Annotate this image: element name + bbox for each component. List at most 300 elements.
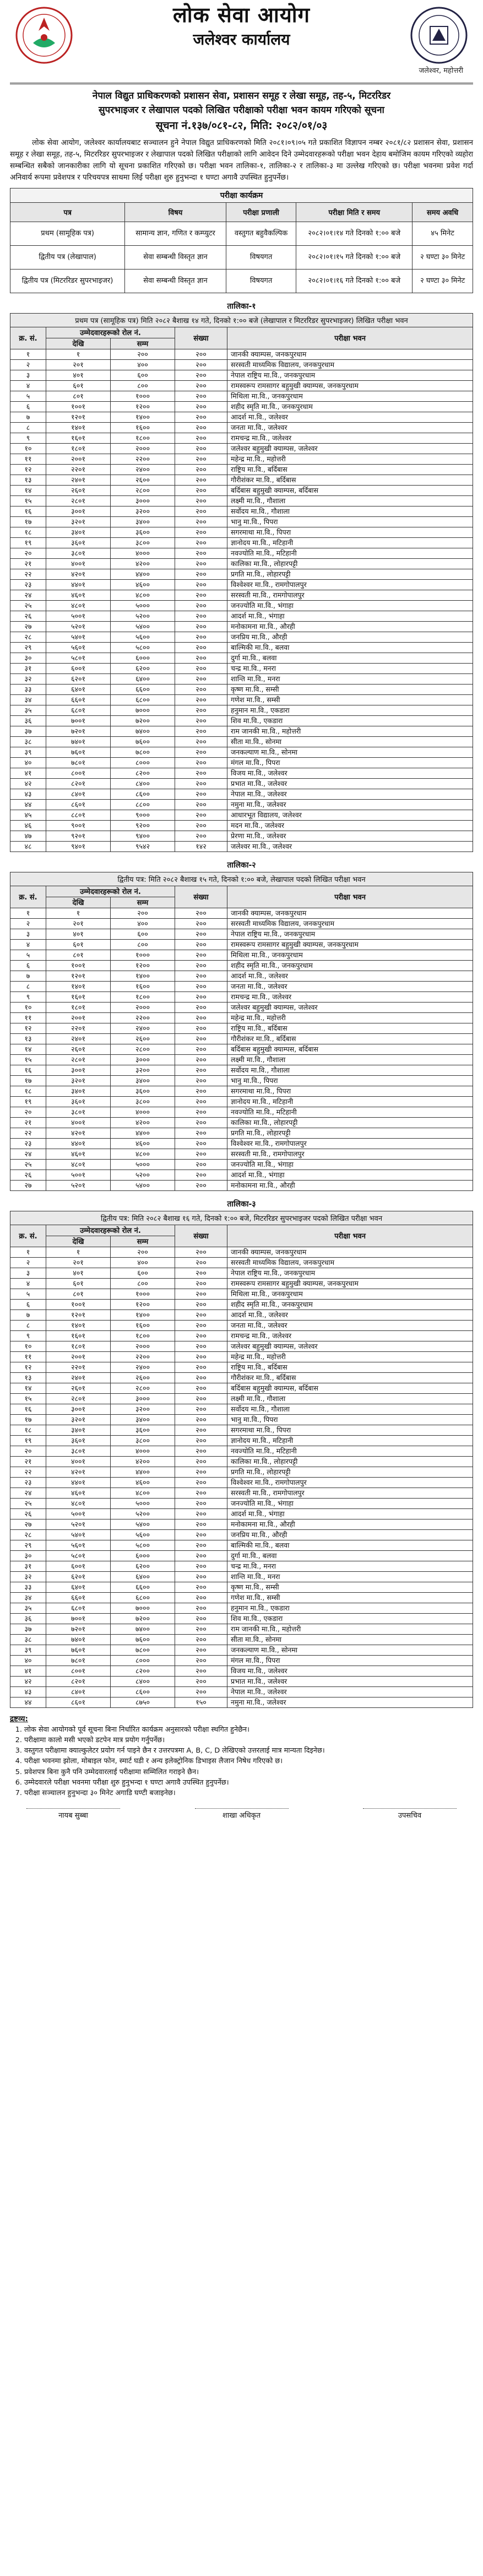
count-cell: २०० [175, 1299, 227, 1309]
table-row [10, 908, 473, 918]
roll-from-cell: ६६०१ [46, 694, 111, 705]
venue-cell: प्रगति मा.वि., लोहारपट्टी [227, 1467, 473, 1477]
serial-cell: २५ [10, 1498, 46, 1508]
count-cell: २०० [175, 1247, 227, 1257]
table-row [10, 380, 473, 391]
table-row [10, 726, 473, 736]
serial-cell: ७ [10, 971, 46, 981]
count-cell: २०० [175, 1383, 227, 1393]
count-cell: २०० [175, 1561, 227, 1571]
serial-cell: २४ [10, 590, 46, 600]
serial-cell: १७ [10, 516, 46, 527]
count-cell: २०० [175, 1456, 227, 1467]
roll-from-cell: ८०१ [46, 1289, 111, 1299]
roll-to-cell: २००० [111, 1341, 175, 1351]
venue-cell: सगरमाथा मा.वि., पिपरा [227, 1086, 473, 1096]
roll-from-cell: ४२०१ [46, 1128, 111, 1138]
venue-header: परीक्षा भवन [227, 1225, 473, 1247]
roll-to-cell: ३२०० [111, 1404, 175, 1414]
commission-title: लोक सेवा आयोग [172, 3, 311, 27]
serial-cell: १८ [10, 1425, 46, 1435]
roll-to-cell: ८६०० [111, 789, 175, 799]
venue-cell: जानकी क्याम्पस, जनकपुरधाम [227, 908, 473, 918]
table-row [10, 1435, 473, 1446]
serial-cell: २ [10, 1257, 46, 1268]
serial-cell: १८ [10, 1086, 46, 1096]
roll-from-cell: २०१ [46, 1257, 111, 1268]
roll-from-cell: ४६०१ [46, 1149, 111, 1159]
table-row [10, 1086, 473, 1096]
count-cell: २०० [175, 918, 227, 929]
serial-cell: ५ [10, 950, 46, 960]
roll-from-cell: ७००१ [46, 715, 111, 726]
roll-from-cell: १००१ [46, 960, 111, 971]
serial-cell: २४ [10, 1488, 46, 1498]
roll-from-cell: ५२०१ [46, 1519, 111, 1529]
roll-from-cell: १२०१ [46, 412, 111, 422]
count-cell: २०० [175, 981, 227, 991]
table-row [10, 981, 473, 991]
roll-from-cell: ८०१ [46, 391, 111, 401]
roll-to-cell: ५८०० [111, 1540, 175, 1550]
signature-label: उपसचिव [363, 1808, 457, 1820]
table-row [10, 1299, 473, 1309]
table-row [10, 495, 473, 506]
serial-cell: ७ [10, 1309, 46, 1320]
serial-cell: ५ [10, 1289, 46, 1299]
count-cell: २०० [175, 642, 227, 653]
roll-to-cell: २६०० [111, 475, 175, 485]
table-row [10, 1257, 473, 1268]
count-cell: २०० [175, 1404, 227, 1414]
letterhead [10, 0, 473, 84]
venue-cell: जनज्योति मा.वि., भंगाहा [227, 1498, 473, 1508]
serial-cell: १ [10, 1247, 46, 1257]
roll-to-cell: ५६०० [111, 632, 175, 642]
venue-cell: जनता मा.वि., जलेश्वर [227, 422, 473, 433]
serial-cell: ३४ [10, 694, 46, 705]
venue-cell: कृष्ण मा.वि., सम्सी [227, 1582, 473, 1592]
roll-to-cell: ४००० [111, 1446, 175, 1456]
roll-from-cell: १००१ [46, 1299, 111, 1309]
roll-to-cell: ६०० [111, 1268, 175, 1278]
table1-title: तालिका-१ [227, 301, 256, 311]
roll-to-cell: ६००० [111, 1550, 175, 1561]
count-cell: २०० [175, 939, 227, 950]
count-cell: २०० [175, 1096, 227, 1107]
venue-cell: रामस्वरूप रामसागर बहुमुखी क्याम्पस, जनकपुरधाम [227, 939, 473, 950]
roll-from-cell: १००१ [46, 401, 111, 412]
roll-from-cell: २८०१ [46, 1054, 111, 1065]
table-row [10, 1023, 473, 1033]
venue-cell: नेपाल मा.वि., जलेश्वर [227, 1686, 473, 1697]
roll-to-cell: ५००० [111, 600, 175, 611]
count-cell: २०० [175, 516, 227, 527]
note-item: 6. उम्मेदवारले परीक्षा भवनमा परीक्षा शुरु हुनुभन्दा १ घण्टा अगावै उपस्थित हुनुपर्नेछ। [24, 1777, 473, 1788]
venue-cell: भानु मा.वि., पिपरा [227, 516, 473, 527]
venue-cell: आदर्श मा.वि., जलेश्वर [227, 971, 473, 981]
roll-to-cell: ८४०० [111, 778, 175, 789]
roll-from-cell: २६०१ [46, 1044, 111, 1054]
table-row [10, 757, 473, 768]
roll-from-cell: ६८०१ [46, 705, 111, 715]
table-row [10, 1289, 473, 1299]
table-row [10, 1320, 473, 1330]
roll-from-cell: ४०१ [46, 1268, 111, 1278]
roll-from-cell: ३८०१ [46, 548, 111, 558]
roll-from-cell: ५००१ [46, 1170, 111, 1180]
table-row [10, 537, 473, 548]
roll-from-cell: १४०१ [46, 981, 111, 991]
serial-cell: २६ [10, 1508, 46, 1519]
count-cell: २०० [175, 1571, 227, 1582]
schedule-row [10, 222, 473, 245]
roll-to-cell: ४०० [111, 918, 175, 929]
roll-range-header: उम्मेदवारहरूको रोल नं. [46, 1225, 175, 1236]
count-cell: २०० [175, 768, 227, 778]
venue-cell: आदर्श मा.वि., भंगाहा [227, 611, 473, 621]
roll-to-cell: ४०० [111, 359, 175, 370]
venue-cell: नेपाल मा.वि., जलेश्वर [227, 789, 473, 799]
venue-cell: मदन मा.वि., जलेश्वर [227, 820, 473, 831]
table-row [10, 475, 473, 485]
venue-cell: गौरीशंकर मा.वि., बर्दिबास [227, 1372, 473, 1383]
venue-cell: सरस्वती मा.वि., रामगोपालपुर [227, 1488, 473, 1498]
count-cell: २०० [175, 590, 227, 600]
venue-cell: जनता मा.वि., जलेश्वर [227, 1320, 473, 1330]
table-row [10, 1309, 473, 1320]
venue-cell: आदर्श मा.वि., भंगाहा [227, 1508, 473, 1519]
serial-cell: १० [10, 1341, 46, 1351]
schedule-cell: २०८२।०१।१४ गते दिनको १:०० बजे [296, 222, 413, 245]
table-row [10, 1467, 473, 1477]
table-row [10, 1634, 473, 1645]
roll-to-cell: २४०० [111, 1023, 175, 1033]
serial-cell: १४ [10, 1383, 46, 1393]
venue-cell: सगरमाथा मा.वि., पिपरा [227, 527, 473, 537]
venue-cell: महेन्द्र मा.वि., महोत्तरी [227, 1012, 473, 1023]
serial-cell: ३६ [10, 1613, 46, 1624]
signature-label: शाखा अधिकृत [195, 1808, 289, 1820]
serial-cell: ४१ [10, 1666, 46, 1676]
serial-cell: ४० [10, 757, 46, 768]
roll-to-header: सम्म [111, 338, 175, 349]
roll-from-cell: ३८०१ [46, 1107, 111, 1117]
serial-cell: २२ [10, 1467, 46, 1477]
schedule-cell: द्वितीय पत्र (मिटररिडर सुपरभाइजर) [10, 269, 125, 293]
serial-cell: १९ [10, 1435, 46, 1446]
serial-cell: ४२ [10, 778, 46, 789]
count-cell: २०० [175, 475, 227, 485]
table1-subtitle: प्रथम पत्र (सामूहिक पत्र) मिति २०८२ बैशाख १४ गते, दिनको १:०० बजे (लेखापाल र मिटररिडर सुपरभाइजर) लिखित परीक्षा भवन [10, 313, 473, 327]
venue-cell: जनप्रिय मा.वि., औरही [227, 1529, 473, 1540]
serial-cell: २७ [10, 1180, 46, 1190]
roll-from-cell: ७२०१ [46, 726, 111, 736]
count-cell: २०० [175, 401, 227, 412]
roll-from-cell: ६००१ [46, 663, 111, 673]
roll-to-cell: ८००० [111, 757, 175, 768]
count-cell: २०० [175, 1519, 227, 1529]
roll-to-cell: ३८०० [111, 1096, 175, 1107]
venue-cell: सरस्वती मा.वि., रामगोपालपुर [227, 590, 473, 600]
roll-to-cell: २८०० [111, 1383, 175, 1393]
venue-cell: कालिका मा.वि., लोहारपट्टी [227, 1456, 473, 1467]
venue-cell: मनोकामना मा.वि., औरही [227, 1180, 473, 1190]
serial-cell: २२ [10, 569, 46, 579]
table-row [10, 401, 473, 412]
serial-cell: १५ [10, 1054, 46, 1065]
venue-cell: चन्द्र मा.वि., मनरा [227, 1561, 473, 1571]
roll-from-cell: १६०१ [46, 991, 111, 1002]
roll-from-cell: ४२०१ [46, 1467, 111, 1477]
roll-from-cell: ४६०१ [46, 590, 111, 600]
venue-cell: मनोकामना मा.वि., औरही [227, 621, 473, 632]
schedule-cell: विषयगत [226, 269, 296, 293]
table-row [10, 1065, 473, 1075]
serial-cell: १० [10, 1002, 46, 1012]
count-cell: २०० [175, 621, 227, 632]
count-cell: २०० [175, 1268, 227, 1278]
serial-cell: १ [10, 349, 46, 359]
psc-seal-icon [408, 4, 470, 66]
venue-cell: प्रगति मा.वि., लोहारपट्टी [227, 569, 473, 579]
venue-cell: नेपाल राष्ट्रिय मा.वि., जनकपुरधाम [227, 370, 473, 380]
serial-cell: १२ [10, 1362, 46, 1372]
roll-from-cell: २२०१ [46, 464, 111, 475]
roll-from-cell: ८२०१ [46, 778, 111, 789]
serial-cell: १६ [10, 506, 46, 516]
count-cell: २०० [175, 778, 227, 789]
venue-cell: राष्ट्रिय मा.वि., बर्दिबास [227, 1362, 473, 1372]
table-row [10, 653, 473, 663]
table-row [10, 1613, 473, 1624]
venue-cell: मंगल मा.वि., पिपरा [227, 1655, 473, 1666]
roll-to-cell: ४८०० [111, 590, 175, 600]
schedule-row [10, 245, 473, 269]
venue-header: परीक्षा भवन [227, 327, 473, 349]
count-cell: २०० [175, 600, 227, 611]
schedule-cell: २०८२।०१।१६ गते दिनको १:०० बजे [296, 269, 413, 293]
serial-cell: ४६ [10, 820, 46, 831]
table-row [10, 1624, 473, 1634]
roll-from-cell: २४०१ [46, 1372, 111, 1383]
roll-from-cell: ३००१ [46, 1065, 111, 1075]
signature-label: नायब सुब्बा [26, 1808, 120, 1820]
venue-cell: शिव मा.वि., एकडारा [227, 1613, 473, 1624]
count-cell: २०० [175, 1686, 227, 1697]
table-row [10, 841, 473, 852]
office-name: जलेश्वर कार्यालय [193, 30, 290, 48]
notice-heading [10, 89, 473, 134]
serial-cell: ११ [10, 1351, 46, 1362]
table-row [10, 422, 473, 433]
table-row [10, 464, 473, 475]
roll-to-cell: ६२०० [111, 663, 175, 673]
roll-from-cell: १ [46, 349, 111, 359]
venue-cell: कृष्ण मा.वि., सम्सी [227, 684, 473, 694]
count-cell: २०० [175, 1393, 227, 1404]
table-row [10, 1404, 473, 1414]
roll-from-cell: ३६०१ [46, 1096, 111, 1107]
table-row [10, 1446, 473, 1456]
table3-title: तालिका-३ [227, 1199, 256, 1209]
roll-from-cell: ४००१ [46, 558, 111, 569]
count-cell: २०० [175, 548, 227, 558]
venue-cell: शहीद स्मृति मा.वि., जनकपुरधाम [227, 1299, 473, 1309]
roll-from-cell: ४८०१ [46, 1498, 111, 1508]
table-row [10, 799, 473, 810]
count-cell: २०० [175, 810, 227, 820]
venue-cell: जनज्योति मा.वि., भंगाहा [227, 600, 473, 611]
schedule-cell: ४५ मिनेट [413, 222, 473, 245]
serial-cell: ७ [10, 412, 46, 422]
table-row [10, 1676, 473, 1686]
count-cell: २०० [175, 1634, 227, 1645]
venue-cell: बर्दिबास बहुमुखी क्याम्पस, बर्दिबास [227, 485, 473, 495]
note-item: 5. प्रवेशपत्र बिना कुनै पनि उम्मेदवारलाई परीक्षामा सम्मिलित गराइने छैन। [24, 1767, 473, 1777]
serial-cell: २० [10, 548, 46, 558]
venue-cell: राम जानकी मा.वि., महोत्तरी [227, 726, 473, 736]
roll-from-cell: ६४०१ [46, 1582, 111, 1592]
count-cell: २०० [175, 349, 227, 359]
venue-cell: मनोकामना मा.वि., औरही [227, 1519, 473, 1529]
count-cell: २०० [175, 950, 227, 960]
roll-to-cell: ३२०० [111, 506, 175, 516]
roll-to-cell: २०० [111, 349, 175, 359]
notes-title: द्रष्टव्य: [10, 1714, 28, 1723]
roll-from-header: देखि [46, 897, 111, 908]
serial-cell: ४८ [10, 841, 46, 852]
serial-cell: ४० [10, 1655, 46, 1666]
roll-to-cell: ३००० [111, 1393, 175, 1404]
venue-cell: नेपाल राष्ट्रिय मा.वि., जनकपुरधाम [227, 1268, 473, 1278]
venue-cell: दुर्गा मा.वि., बलवा [227, 653, 473, 663]
serial-cell: २९ [10, 1540, 46, 1550]
serial-cell: २७ [10, 621, 46, 632]
serial-cell: ४१ [10, 768, 46, 778]
roll-from-cell: ५००१ [46, 611, 111, 621]
venue-cell: गणेश मा.वि., सम्सी [227, 694, 473, 705]
count-cell: २०० [175, 1372, 227, 1383]
count-cell: २०० [175, 663, 227, 673]
serial-cell: ४५ [10, 810, 46, 820]
roll-to-cell: ७६०० [111, 736, 175, 747]
table-row [10, 1002, 473, 1012]
table-row [10, 1571, 473, 1582]
serial-cell: ४४ [10, 799, 46, 810]
roll-from-cell: ३००१ [46, 506, 111, 516]
count-cell: २०० [175, 380, 227, 391]
count-cell: २०० [175, 1488, 227, 1498]
schedule-cell: सेवा सम्बन्धी विस्तृत ज्ञान [125, 269, 226, 293]
schedule-cell: सामान्य ज्ञान, गणित र कम्प्युटर [125, 222, 226, 245]
roll-to-cell: १००० [111, 950, 175, 960]
count-cell: २०० [175, 1603, 227, 1613]
table-row [10, 1508, 473, 1519]
serial-cell: २६ [10, 611, 46, 621]
roll-to-cell: ३४०० [111, 516, 175, 527]
roll-to-cell: ४८०० [111, 1149, 175, 1159]
count-cell: २०० [175, 1550, 227, 1561]
table-row [10, 1351, 473, 1362]
count-cell: २०० [175, 1107, 227, 1117]
roll-from-cell: ४००१ [46, 1117, 111, 1128]
roll-from-cell: ४२०१ [46, 569, 111, 579]
roll-to-cell: ६४०० [111, 673, 175, 684]
table-row [10, 1362, 473, 1372]
serial-cell: ४३ [10, 789, 46, 799]
roll-to-cell: ४४०० [111, 1467, 175, 1477]
table-row [10, 971, 473, 981]
roll-from-cell: ४०१ [46, 370, 111, 380]
serial-cell: ४ [10, 380, 46, 391]
count-cell: २०० [175, 454, 227, 464]
serial-cell: ४७ [10, 831, 46, 841]
serial-cell: २८ [10, 1529, 46, 1540]
count-cell: २०० [175, 1257, 227, 1268]
venue-cell: गौरीशंकर मा.वि., बर्दिबास [227, 1033, 473, 1044]
office-address: जलेश्वर, महोत्तरी [419, 67, 463, 75]
roll-from-cell: २२०१ [46, 1023, 111, 1033]
table-row [10, 579, 473, 590]
serial-cell: ३२ [10, 1571, 46, 1582]
count-cell: १४२ [175, 841, 227, 852]
roll-to-cell: ४२०० [111, 558, 175, 569]
table-row [10, 1075, 473, 1086]
roll-from-cell: ७६०१ [46, 1645, 111, 1655]
roll-to-cell: १६०० [111, 981, 175, 991]
venue-cell: रामचन्द्र मा.वि., जलेश्वर [227, 1330, 473, 1341]
serial-cell: २७ [10, 1519, 46, 1529]
roll-from-cell: २००१ [46, 1351, 111, 1362]
count-cell: २०० [175, 1289, 227, 1299]
count-cell: २०० [175, 359, 227, 370]
count-cell: २०० [175, 433, 227, 443]
roll-to-cell: ३८०० [111, 537, 175, 548]
table-row [10, 349, 473, 359]
serial-cell: १२ [10, 464, 46, 475]
count-cell: २०० [175, 831, 227, 841]
roll-from-cell: ८०१ [46, 950, 111, 960]
roll-from-cell: ५८०१ [46, 653, 111, 663]
count-cell: २०० [175, 991, 227, 1002]
table-row [10, 412, 473, 422]
serial-cell: ३ [10, 1268, 46, 1278]
venue-cell: रामस्वरूप रामसागर बहुमुखी क्याम्पस, जनकपुरधाम [227, 1278, 473, 1289]
table-row [10, 1425, 473, 1435]
count-cell: २०० [175, 422, 227, 433]
serial-cell: ३९ [10, 747, 46, 757]
venue-cell: जानकी क्याम्पस, जनकपुरधाम [227, 349, 473, 359]
roll-from-cell: ३००१ [46, 1404, 111, 1414]
table-row [10, 1498, 473, 1508]
note-item: 4. परीक्षा भवनमा झोला, मोबाइल फोन, स्मार्ट घडी र अन्य इलेक्ट्रोनिक डिभाइस लैजान निषेध गरिएको छ। [24, 1756, 473, 1766]
venue-cell: लक्ष्मी मा.वि., गौशाला [227, 495, 473, 506]
roll-from-cell: १२०१ [46, 1309, 111, 1320]
venue-cell: जलेश्वर बहुमुखी क्याम्पस, जलेश्वर [227, 1341, 473, 1351]
roll-to-cell: ७८०० [111, 1645, 175, 1655]
roll-to-cell: १२०० [111, 401, 175, 412]
table-row [10, 1477, 473, 1488]
serial-cell: ६ [10, 960, 46, 971]
count-cell: २०० [175, 370, 227, 380]
roll-from-cell: १६०१ [46, 433, 111, 443]
note-item: 1. लोक सेवा आयोगको पूर्व सूचना बिना निर्धारित कार्यक्रम अनुसारको परीक्षा स्थगित हुनेछैन। [24, 1724, 473, 1735]
table-row [10, 820, 473, 831]
count-cell: २०० [175, 1023, 227, 1033]
count-cell: २०० [175, 579, 227, 590]
venue-cell: ज्ञानोदय मा.वि., मटिहानी [227, 1435, 473, 1446]
